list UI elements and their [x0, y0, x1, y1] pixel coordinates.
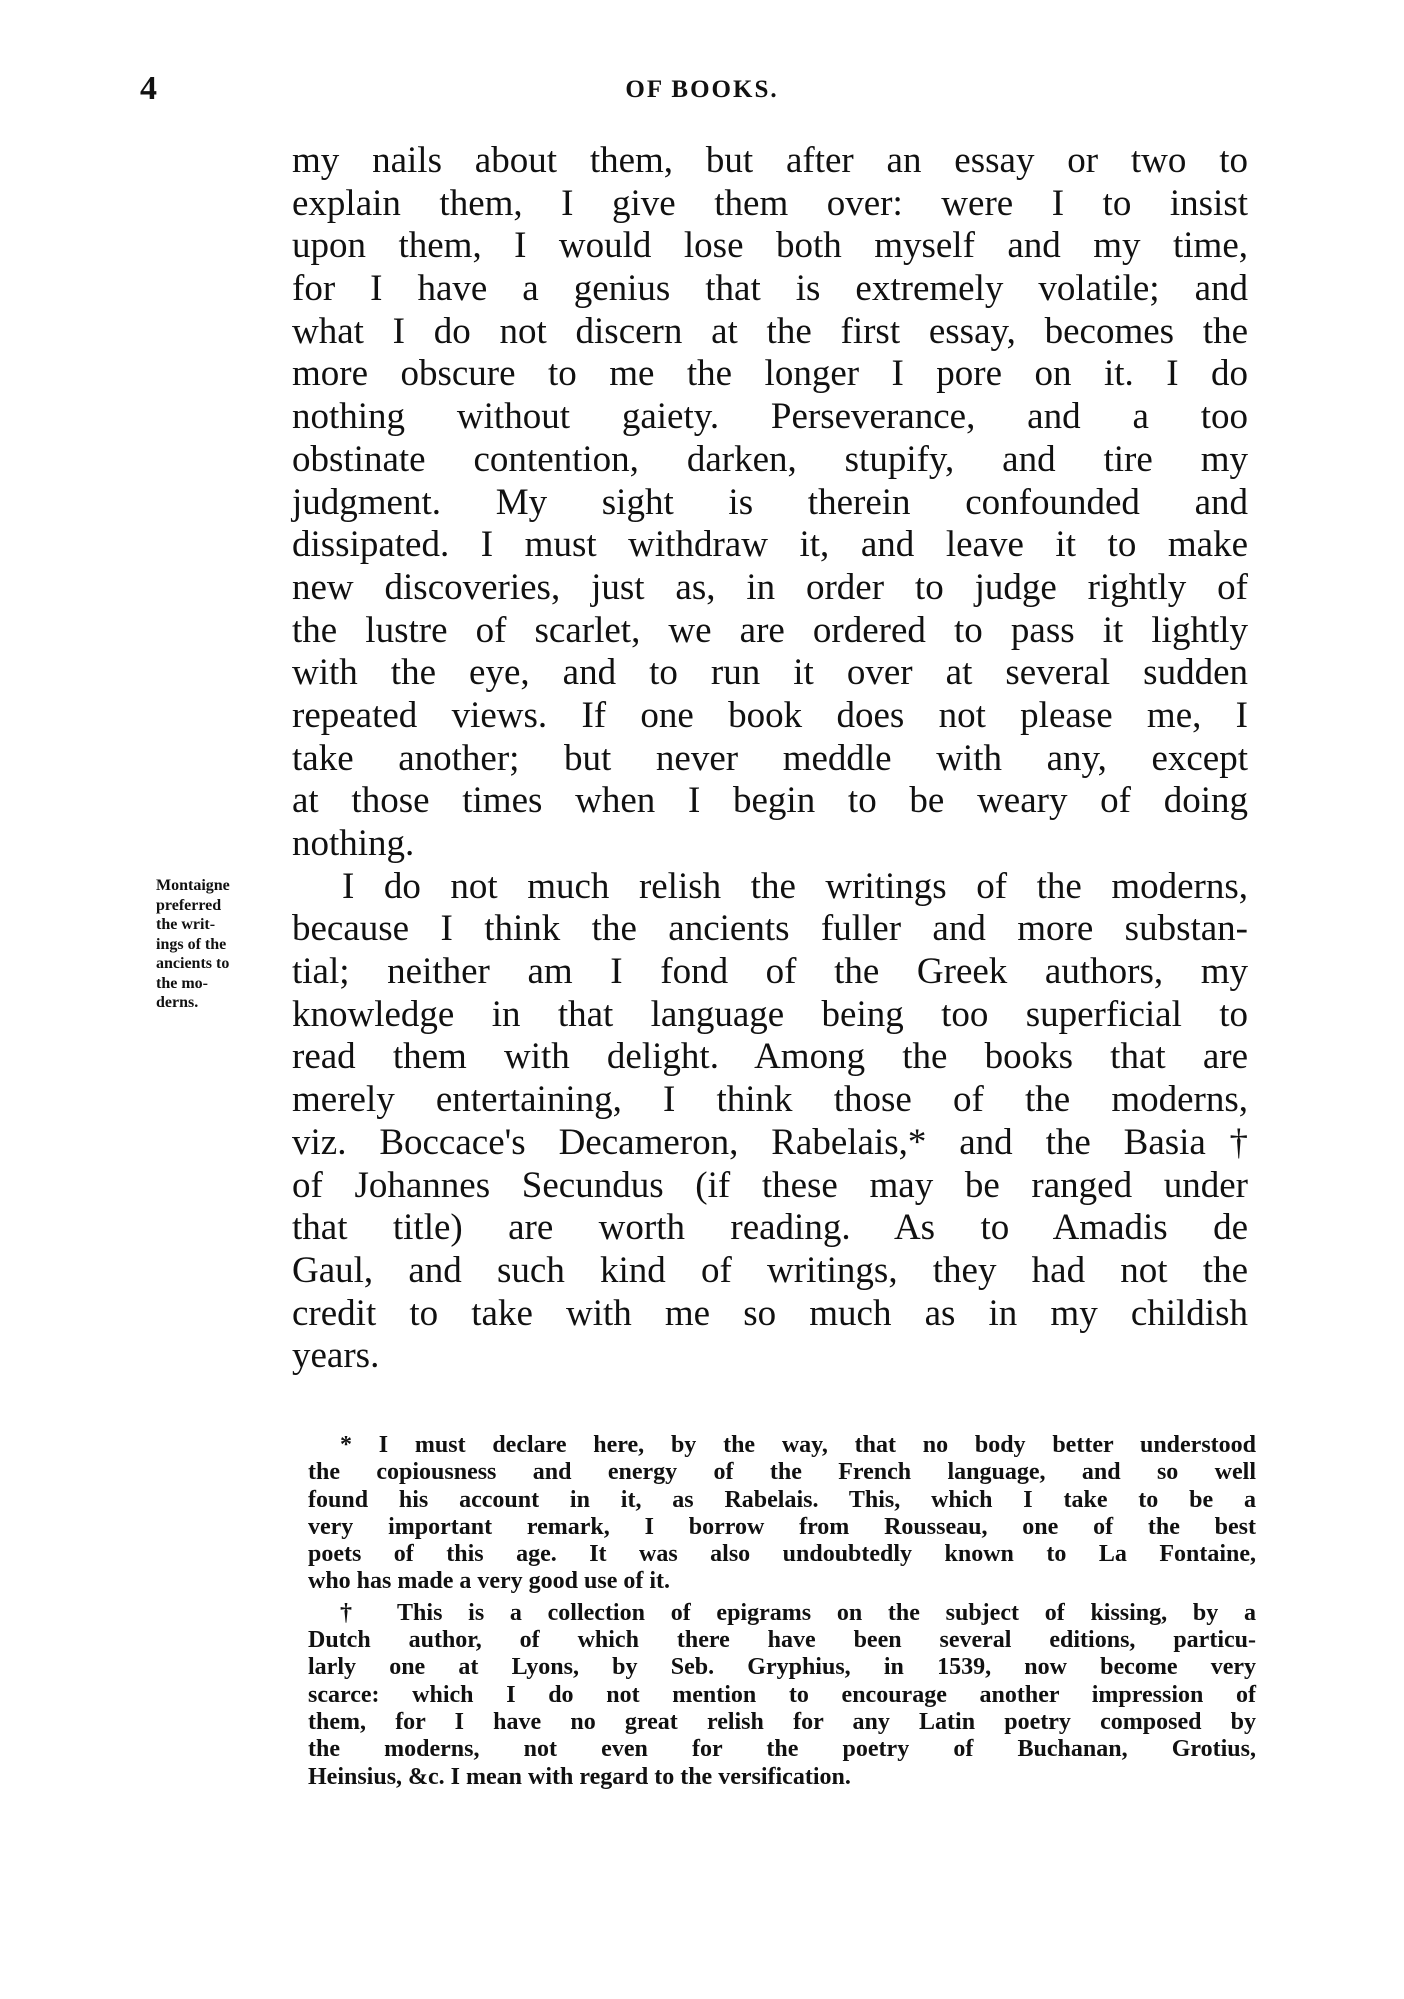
- body-line: dissipated. I must withdraw it, and leave it to make: [292, 524, 1248, 566]
- body-line: nothing.: [292, 823, 415, 864]
- footnote-line: them, for I have no great relish for any Latin poetry composed by: [308, 1708, 1256, 1735]
- footnotes: [308, 1432, 1256, 1791]
- body-line: merely entertaining, I think those of the moderns,: [292, 1079, 1248, 1121]
- body-line: nothing without gaiety. Perseverance, and a too: [292, 396, 1248, 438]
- body-line: upon them, I would lose both myself and my time,: [292, 225, 1248, 267]
- body-line: read them with delight. Among the books that are: [292, 1036, 1248, 1078]
- marginal-note-line: Montaigne: [156, 877, 230, 894]
- marginal-note-line: ings of the: [156, 935, 227, 953]
- marginal-note-line: ancients to: [156, 955, 230, 972]
- body-line: obstinate contention, darken, stupify, and tire my: [292, 438, 1248, 480]
- body-line: for I have a genius that is extremely volatile; and: [292, 268, 1248, 310]
- body-line: credit to take with me so much as in my childish: [292, 1292, 1248, 1334]
- marginal-note-line: derns.: [156, 994, 199, 1011]
- page-number: 4: [140, 70, 157, 107]
- body-text: [292, 140, 1248, 1378]
- running-head: OF BOOKS.: [625, 76, 779, 103]
- footnote-line: found his account in it, as Rabelais. This, which I take to be a: [308, 1486, 1256, 1513]
- body-line: explain them, I give them over: were I to insist: [292, 182, 1248, 224]
- footnote-line: the moderns, not even for the poetry of Buchanan, Grotius,: [308, 1736, 1256, 1763]
- body-line: knowledge in that language being too superficial to: [292, 993, 1248, 1035]
- footnote-line: larly one at Lyons, by Seb. Gryphius, in 1539, now become very: [308, 1654, 1256, 1681]
- marginal-note-line: preferred: [156, 896, 222, 914]
- footnote-line: Heinsius, &c. I mean with regard to the versification.: [308, 1763, 851, 1790]
- body-line: I do not much relish the writings of the moderns,: [342, 865, 1248, 907]
- footnote-line: poets of this age. It was also undoubtedly known to La Fontaine,: [308, 1541, 1256, 1568]
- footnote-line: very important remark, I borrow from Rousseau, one of the best: [308, 1513, 1256, 1540]
- footnote-line: who has made a very good use of it.: [308, 1568, 671, 1595]
- footnote-line: * I must declare here, by the way, that no body better understood: [340, 1432, 1256, 1458]
- body-line: the lustre of scarlet, we are ordered to pass it lightly: [292, 609, 1248, 651]
- body-line: what I do not discern at the first essay, becomes the: [292, 310, 1248, 352]
- body-line: my nails about them, but after an essay or two to: [292, 140, 1248, 181]
- body-line: because I think the ancients fuller and more substan-: [292, 908, 1248, 950]
- marginal-note-line: the writ-: [156, 916, 216, 933]
- body-line: years.: [292, 1335, 380, 1377]
- body-line: Gaul, and such kind of writings, they had not the: [292, 1249, 1248, 1291]
- marginal-note: [156, 876, 296, 1013]
- footnote-line: Dutch author, of which there have been several editions, particu-: [308, 1627, 1256, 1654]
- body-line: more obscure to me the longer I pore on it. I do: [292, 353, 1248, 395]
- body-line: take another; but never meddle with any, except: [292, 737, 1248, 779]
- footnote-line: scarce: which I do not mention to encourage another impression of: [308, 1681, 1256, 1708]
- body-line: that title) are worth reading. As to Amadis de: [292, 1207, 1248, 1249]
- body-line: new discoveries, just as, in order to judge rightly of: [292, 566, 1248, 608]
- body-line: judgment. My sight is therein confounded and: [292, 481, 1248, 523]
- footnote-line: † This is a collection of epigrams on the subject of kissing, by a: [340, 1599, 1256, 1626]
- body-line: viz. Boccace's Decameron, Rabelais,* and the Basia†: [292, 1121, 1248, 1163]
- body-line: repeated views. If one book does not please me, I: [292, 694, 1248, 736]
- footnote-line: the copiousness and energy of the French language, and so well: [308, 1459, 1256, 1486]
- body-line: with the eye, and to run it over at several sudden: [292, 652, 1248, 694]
- marginal-note-line: the mo-: [156, 974, 208, 992]
- body-line: at those times when I begin to be weary of doing: [292, 780, 1248, 822]
- body-line: tial; neither am I fond of the Greek authors, my: [292, 951, 1248, 993]
- body-line: of Johannes Secundus (if these may be ranged under: [292, 1164, 1248, 1206]
